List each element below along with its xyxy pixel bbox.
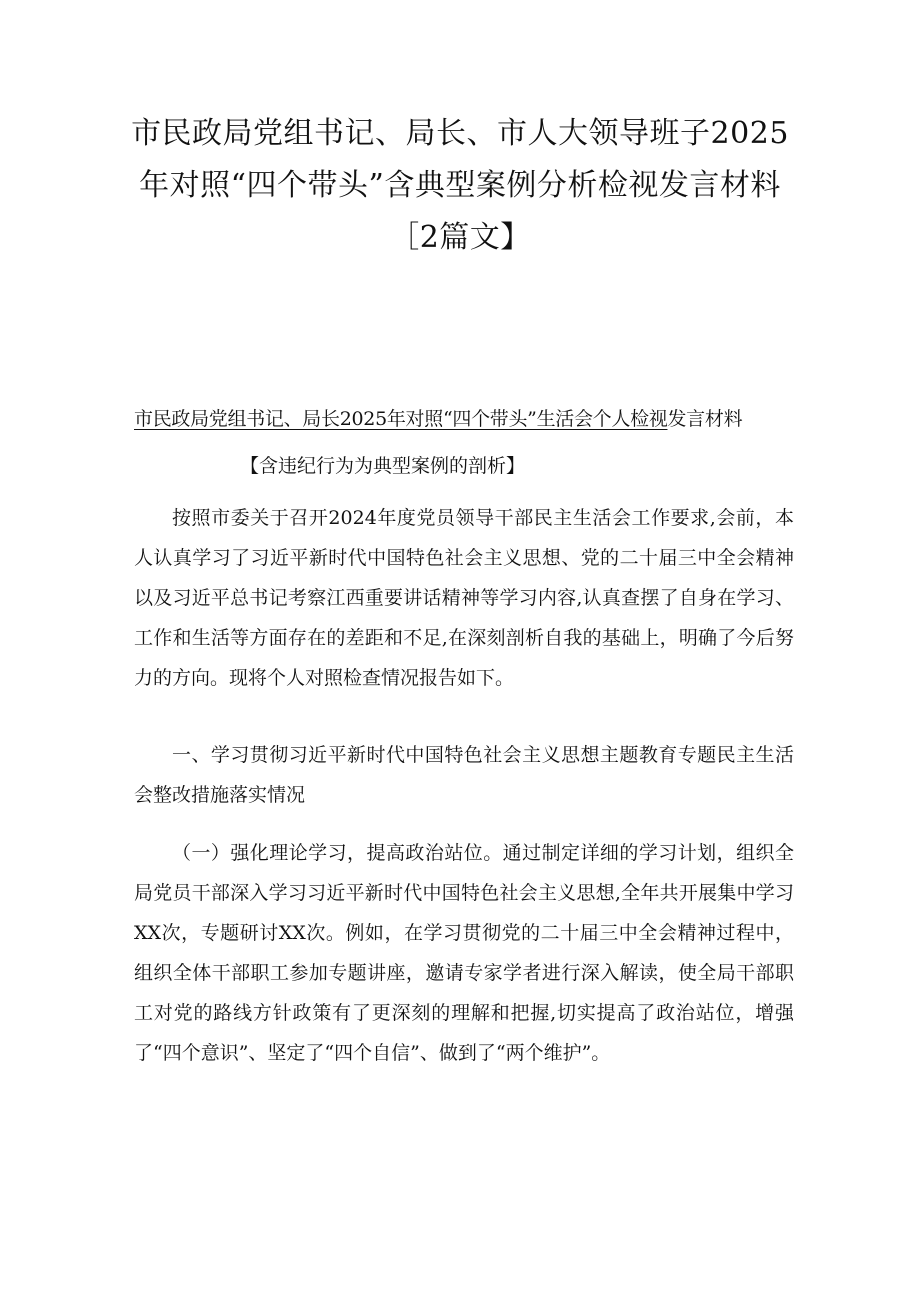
body-paragraph-item-one: （一）强化理论学习，提高政治站位。通过制定详细的学习计划，组织全局党员干部深入学习习近平新时代中国特色社会主义思想,全年共开展集中学习XX次，专题研讨XX次。例如，在学习贯彻党的二十届三中全会精神过程中，组织全体干部职工参加专题讲座，邀请专家学者进行深入解读，使全局干部职工对党的路线方针政策有了更深刻的理解和把握,切实提高了政治站位，增强了“四个意识”、坚定了“四个自信”、做到了“两个维护”。 — [134, 842, 794, 1064]
body-paragraph-heading-one: 一、学习贯彻习近平新时代中国特色社会主义思想主题教育专题民主生活会整改措施落实情况 — [134, 744, 794, 806]
section-title — [134, 404, 794, 434]
section-title-rest: 发言材料 — [667, 408, 743, 430]
section-subtitle: 【含违纪行为为典型案例的剖析】 — [240, 455, 526, 477]
body-paragraph-intro: 按照市委关于召开2024年度党员领导干部民主生活会工作要求,会前，本人认真学习了习近平新时代中国特色社会主义思想、党的二十届三中全会精神以及习近平总书记考察江西重要讲话精神等学习内容,认真查摆了自身在学习、工作和生活等方面存在的差距和不足,在深刻剖析自我的基础上，明确了今后努力的方向。现将个人对照检查情况报告如下。 — [134, 507, 794, 689]
section-title-underlined: 市民政局党组书记、局长2025年对照“四个带头”生活会个人检视 — [134, 408, 668, 430]
document-title: 市民政局党组书记、局长、市人大领导班子2025年对照“四个带头”含典型案例分析检视发言材料［2篇文】 — [131, 116, 789, 255]
